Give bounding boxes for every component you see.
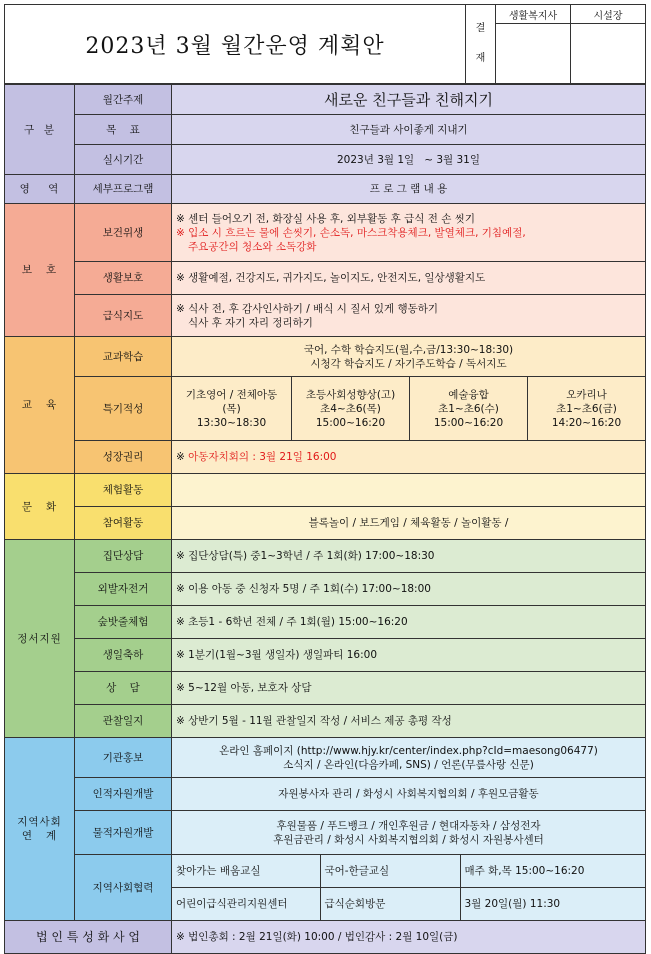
special-item-target: (목) [222, 402, 241, 415]
corporate-label: 법 인 특 성 화 사 업 [5, 921, 172, 954]
hygiene-label: 보건위생 [75, 204, 172, 262]
rights-text: 아동자치회의 : 3월 21일 16:00 [188, 451, 337, 463]
study-line-1: 국어, 수학 학습지도(월,수,금/13:30~18:30) [303, 343, 514, 356]
approval-sign-director [571, 24, 646, 84]
special-item-ocarina [528, 377, 646, 441]
cooperation-cell: 급식순회방문 [320, 888, 460, 921]
material-content [172, 811, 646, 855]
cooperation-content [172, 855, 646, 921]
culture-category: 문 화 [5, 474, 75, 540]
hygiene-line-2: ※ 입소 시 흐르는 물에 손씻기, 손소독, 마스크착용체크, 발열체크, 기침예절, [176, 226, 526, 239]
special-item-name: 기초영어 / 전체아동 [185, 388, 278, 401]
cooperation-label: 지역사회협력 [75, 855, 172, 921]
rights-label: 성장권리 [75, 441, 172, 474]
pr-label: 기관홍보 [75, 738, 172, 778]
community-category [5, 738, 75, 921]
special-item-time: 13:30~18:30 [196, 416, 267, 429]
summary-theme: 새로운 친구들과 친해지기 [172, 85, 646, 115]
summary-goal: 친구들과 사이좋게 지내기 [172, 115, 646, 145]
header-content: 프 로 그 램 내 용 [172, 175, 646, 204]
special-item-name: 초등사회성향상(고) [305, 388, 396, 401]
special-item-time: 15:00~16:20 [433, 416, 504, 429]
protection-category: 보 호 [5, 204, 75, 337]
meal-label: 급식지도 [75, 295, 172, 337]
hygiene-line-1: ※ 센터 들어오기 전, 화장실 사용 후, 외부활동 후 급식 전 손 씻기 [176, 212, 475, 225]
cooperation-grid [172, 855, 645, 920]
special-item-target: 초1~초6(금) [556, 402, 617, 415]
participation-content: 블록놀이 / 보드게임 / 체육활동 / 놀이활동 / [172, 507, 646, 540]
emotion-label-group: 집단상담 [75, 540, 172, 573]
material-label: 물적자원개발 [75, 811, 172, 855]
plan-document [4, 4, 645, 944]
emotion-label-forest: 숲밧줄체험 [75, 606, 172, 639]
emotion-content-forest: ※ 초등1 - 6학년 전체 / 주 1회(월) 15:00~16:20 [172, 606, 646, 639]
cooperation-cell: 국어-한글교실 [320, 855, 460, 888]
rights-content [172, 441, 646, 474]
special-item-name: 오카리나 [566, 388, 607, 401]
special-item-target: 초4~초6(목) [320, 402, 381, 415]
emotion-content-birthday: ※ 1분기(1월~3월 생일자) 생일파티 16:00 [172, 639, 646, 672]
material-line-1: 후원물품 / 푸드뱅크 / 개인후원금 / 현대자동차 / 삼성전자 [276, 819, 541, 832]
emotion-content-counsel: ※ 5~12월 아동, 보호자 상담 [172, 672, 646, 705]
cooperation-cell: 3월 20일(월) 11:30 [460, 888, 645, 921]
hygiene-content [172, 204, 646, 262]
plan-table [4, 84, 646, 954]
community-category-line-1: 지역사회 [17, 816, 62, 828]
title-block [4, 4, 646, 84]
material-line-2: 후원금관리 / 화성시 사회복지협의회 / 화성시 자원봉사센터 [273, 833, 544, 846]
emotion-label-birthday: 생일축하 [75, 639, 172, 672]
life-content: ※ 생활예절, 건강지도, 귀가지도, 놀이지도, 안전지도, 일상생활지도 [172, 262, 646, 295]
study-line-2: 시청각 학습지도 / 자기주도학습 / 독서지도 [310, 357, 507, 370]
experience-label: 체험활동 [75, 474, 172, 507]
summary-label-period: 실시기간 [75, 145, 172, 175]
cooperation-cell: 어린이급식관리지원센터 [172, 888, 320, 921]
approval-label-bottom: 재 [475, 53, 486, 64]
human-content: 자원봉사자 관리 / 화성시 사회복지협의회 / 후원모금활동 [172, 778, 646, 811]
meal-line-2: 식사 후 자기 자리 정리하기 [188, 316, 313, 329]
approval-sign-welfare [496, 24, 571, 84]
cooperation-cell: 매주 화,목 15:00~16:20 [464, 865, 585, 877]
community-category-line-2: 연 계 [21, 830, 58, 842]
special-item-time: 14:20~16:20 [551, 416, 622, 429]
approval-label [466, 5, 496, 84]
meal-content [172, 295, 646, 337]
summary-label-theme: 월간주제 [75, 85, 172, 115]
header-area: 영 역 [5, 175, 75, 204]
hygiene-line-3: 주요공간의 청소와 소독강화 [188, 240, 317, 253]
special-item-target: 초1~초6(수) [438, 402, 499, 415]
document-title: 2023년 3월 월간운영 계획안 [5, 5, 466, 84]
participation-label: 참여활동 [75, 507, 172, 540]
emotion-content-unicycle: ※ 이용 아동 중 신청자 5명 / 주 1회(수) 17:00~18:00 [172, 573, 646, 606]
emotion-label-unicycle: 외발자전거 [75, 573, 172, 606]
emotion-label-journal: 관찰일지 [75, 705, 172, 738]
pr-line-2: 소식지 / 온라인(다음카페, SNS) / 언론(무릎사랑 신문) [283, 758, 534, 771]
pr-content [172, 738, 646, 778]
human-label: 인적자원개발 [75, 778, 172, 811]
cooperation-cell: 찾아가는 배움교실 [172, 855, 320, 888]
special-item-name: 예술융합 [448, 388, 489, 401]
emotion-category: 정서지원 [5, 540, 75, 738]
approval-role-welfare: 생활복지사 [496, 5, 571, 24]
experience-content [172, 474, 646, 507]
approval-label-top: 결 [475, 23, 486, 34]
special-item-art [410, 377, 528, 441]
special-item-social [292, 377, 410, 441]
corporate-content: ※ 법인총회 : 2월 21일(화) 10:00 / 법인감사 : 2월 10일(금) [172, 921, 646, 954]
approval-role-director: 시설장 [571, 5, 646, 24]
rights-prefix: ※ [176, 451, 185, 463]
emotion-content-journal: ※ 상반기 5월 - 11월 관찰일지 작성 / 서비스 제공 총평 작성 [172, 705, 646, 738]
special-label: 특기적성 [75, 377, 172, 441]
emotion-content-group: ※ 집단상담(특) 중1~3학년 / 주 1회(화) 17:00~18:30 [172, 540, 646, 573]
summary-period: 2023년 3월 1일 ~ 3월 31일 [172, 145, 646, 175]
meal-line-1: ※ 식사 전, 후 감사인사하기 / 배식 시 질서 있게 행동하기 [176, 302, 439, 315]
education-category: 교 육 [5, 337, 75, 474]
pr-line-1: 온라인 홈페이지 (http://www.hjy.kr/center/index.php?cId=maesong06477) [219, 744, 598, 757]
emotion-label-counsel: 상 담 [75, 672, 172, 705]
header-program: 세부프로그램 [75, 175, 172, 204]
summary-category: 구 분 [5, 85, 75, 175]
study-content [172, 337, 646, 377]
special-item-time: 15:00~16:20 [315, 416, 386, 429]
study-label: 교과학습 [75, 337, 172, 377]
special-item-english [172, 377, 292, 441]
life-label: 생활보호 [75, 262, 172, 295]
summary-label-goal: 목 표 [75, 115, 172, 145]
